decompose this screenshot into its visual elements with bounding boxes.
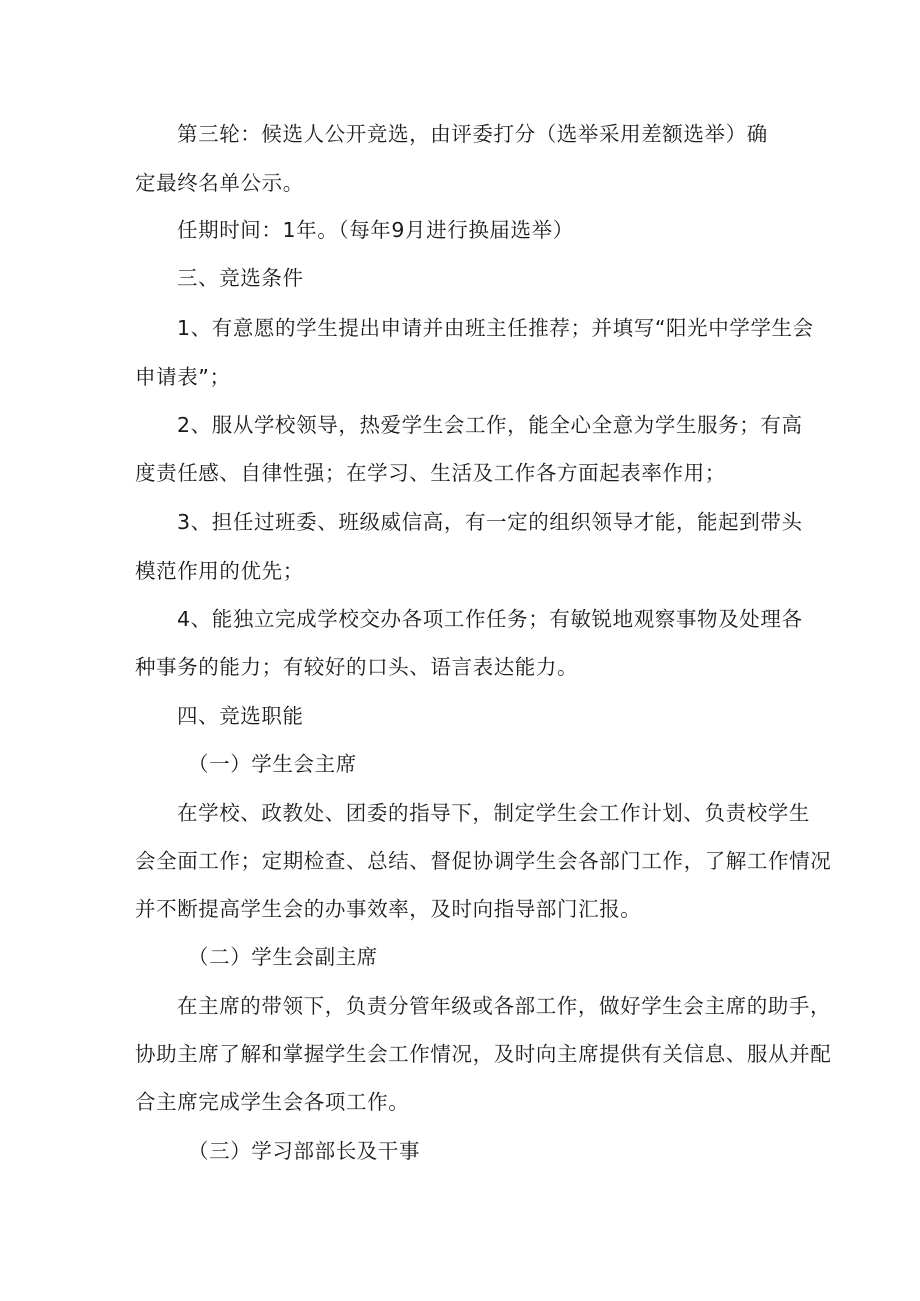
vice-president-duties-line1: 在主席的带领下，负责分管年级或各部工作，做好学生会主席的助手， <box>177 994 832 1018</box>
condition-3-line2: 模范作用的优先； <box>135 559 304 583</box>
subheading-president: （一）学生会主席 <box>188 752 357 776</box>
condition-3-line1: 3、担任过班委、班级威信高，有一定的组织领导才能，能起到带头 <box>177 510 803 534</box>
paragraph-round3-line1: 第三轮：候选人公开竞选，由评委打分（选举采用差额选举）确 <box>177 122 768 146</box>
vice-president-duties-line3: 合主席完成学生会各项工作。 <box>135 1090 410 1114</box>
condition-1-line2: 申请表”； <box>135 365 231 389</box>
section-heading-duties: 四、竞选职能 <box>177 704 304 728</box>
president-duties-line1: 在学校、政教处、团委的指导下，制定学生会工作计划、负责校学生 <box>177 801 810 825</box>
subheading-study-department: （三）学习部部长及干事 <box>188 1139 421 1163</box>
subheading-vice-president: （二）学生会副主席 <box>188 945 378 969</box>
president-duties-line3: 并不断提高学生会的办事效率，及时向指导部门汇报。 <box>135 897 642 921</box>
section-heading-conditions: 三、竞选条件 <box>177 266 304 290</box>
condition-2-line1: 2、服从学校领导，热爱学生会工作，能全心全意为学生服务；有高 <box>177 413 803 437</box>
condition-1-line1: 1、有意愿的学生提出申请并由班主任推荐；并填写“阳光中学学生会 <box>177 316 814 340</box>
president-duties-line2: 会全面工作；定期检查、总结、督促协调学生会各部门工作，了解工作情况 <box>135 849 832 873</box>
condition-2-line2: 度责任感、自律性强；在学习、生活及工作各方面起表率作用； <box>135 461 726 485</box>
term-of-office: 任期时间：1年。（每年9月进行换届选举） <box>177 218 574 242</box>
paragraph-round3-line2: 定最终名单公示。 <box>135 171 304 195</box>
condition-4-line1: 4、能独立完成学校交办各项工作任务；有敏锐地观察事物及处理各 <box>177 607 803 631</box>
condition-4-line2: 种事务的能力；有较好的口头、语言表达能力。 <box>135 655 579 679</box>
vice-president-duties-line2: 协助主席了解和掌握学生会工作情况，及时向主席提供有关信息、服从并配 <box>135 1042 832 1066</box>
